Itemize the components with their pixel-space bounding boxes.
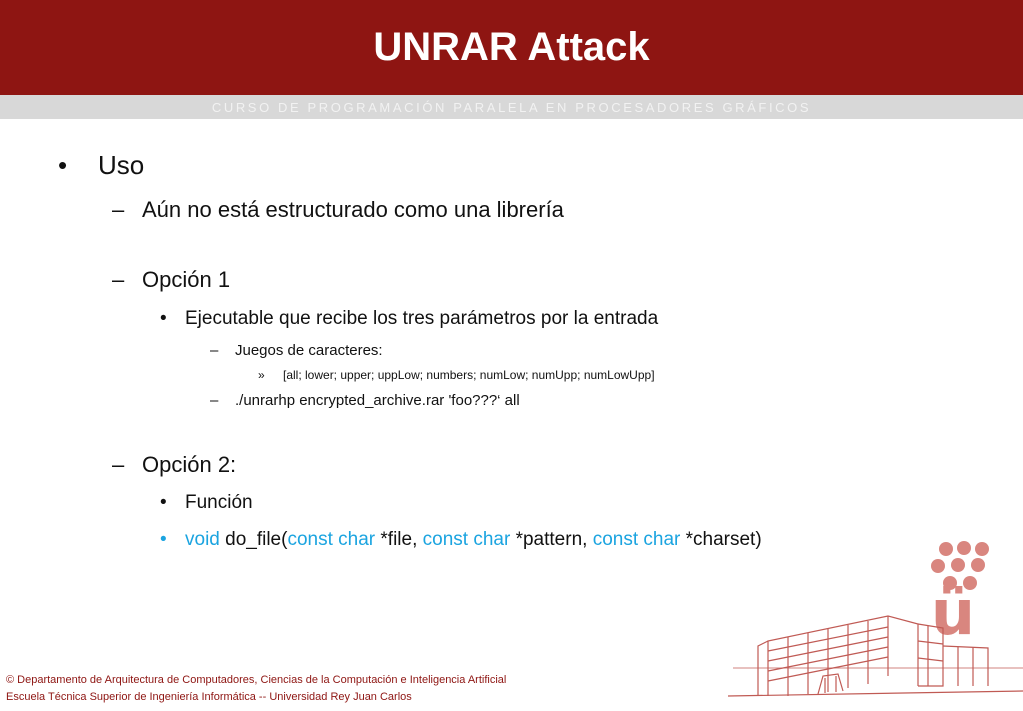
dash-marker: – [112, 197, 125, 222]
code-keyword: void [185, 529, 220, 550]
bullet-charsets: [all; lower; upper; uppLow; numbers; numLow; numUpp; numLowUpp] [283, 368, 655, 382]
logo-letter: ü [930, 576, 976, 649]
bullet-marker: • [160, 492, 167, 513]
code-keyword: const char [422, 529, 511, 550]
slide-subtitle: CURSO DE PROGRAMACIÓN PARALELA EN PROCESADORES GRÁFICOS [211, 99, 812, 115]
dash-marker: – [112, 452, 125, 477]
bullet-marker: • [160, 529, 167, 550]
code-signature [185, 529, 762, 551]
bullet-uso: Uso [98, 150, 145, 180]
code-text: *charset) [680, 529, 762, 550]
footer-school: Escuela Técnica Superior de Ingeniería Informática -- Universidad Rey Juan Carlos [6, 691, 412, 703]
bullet-marker: • [58, 150, 68, 180]
bullet-ejecutable: Ejecutable que recibe los tres parámetros por la entrada [185, 308, 659, 329]
bullet-opcion2: Opción 2: [142, 452, 237, 477]
raquo-marker: » [258, 368, 265, 382]
code-text: *pattern, [510, 529, 593, 550]
slide-title: UNRAR Attack [373, 25, 650, 69]
bullet-opcion1: Opción 1 [142, 267, 231, 292]
bullet-juegos: Juegos de caracteres: [235, 342, 383, 359]
dash-marker: – [210, 392, 219, 409]
footer-department: © Departamento de Arquitectura de Computadores, Ciencias de la Computación e Inteligencia Artificial [6, 674, 507, 686]
urjc-university-logo-icon [728, 536, 1023, 711]
bullet-marker: • [160, 308, 167, 329]
bullet-aun: Aún no está estructurado como una librería [142, 197, 564, 222]
bullet-funcion: Función [185, 492, 253, 513]
code-text: *file, [375, 529, 423, 550]
code-keyword: const char [592, 529, 681, 550]
dash-marker: – [112, 267, 125, 292]
code-text: do_file( [219, 529, 288, 550]
code-keyword: const char [287, 529, 376, 550]
bullet-command: ./unrarhp encrypted_archive.rar 'foo???‘ all [235, 392, 520, 409]
dash-marker: – [210, 342, 219, 359]
